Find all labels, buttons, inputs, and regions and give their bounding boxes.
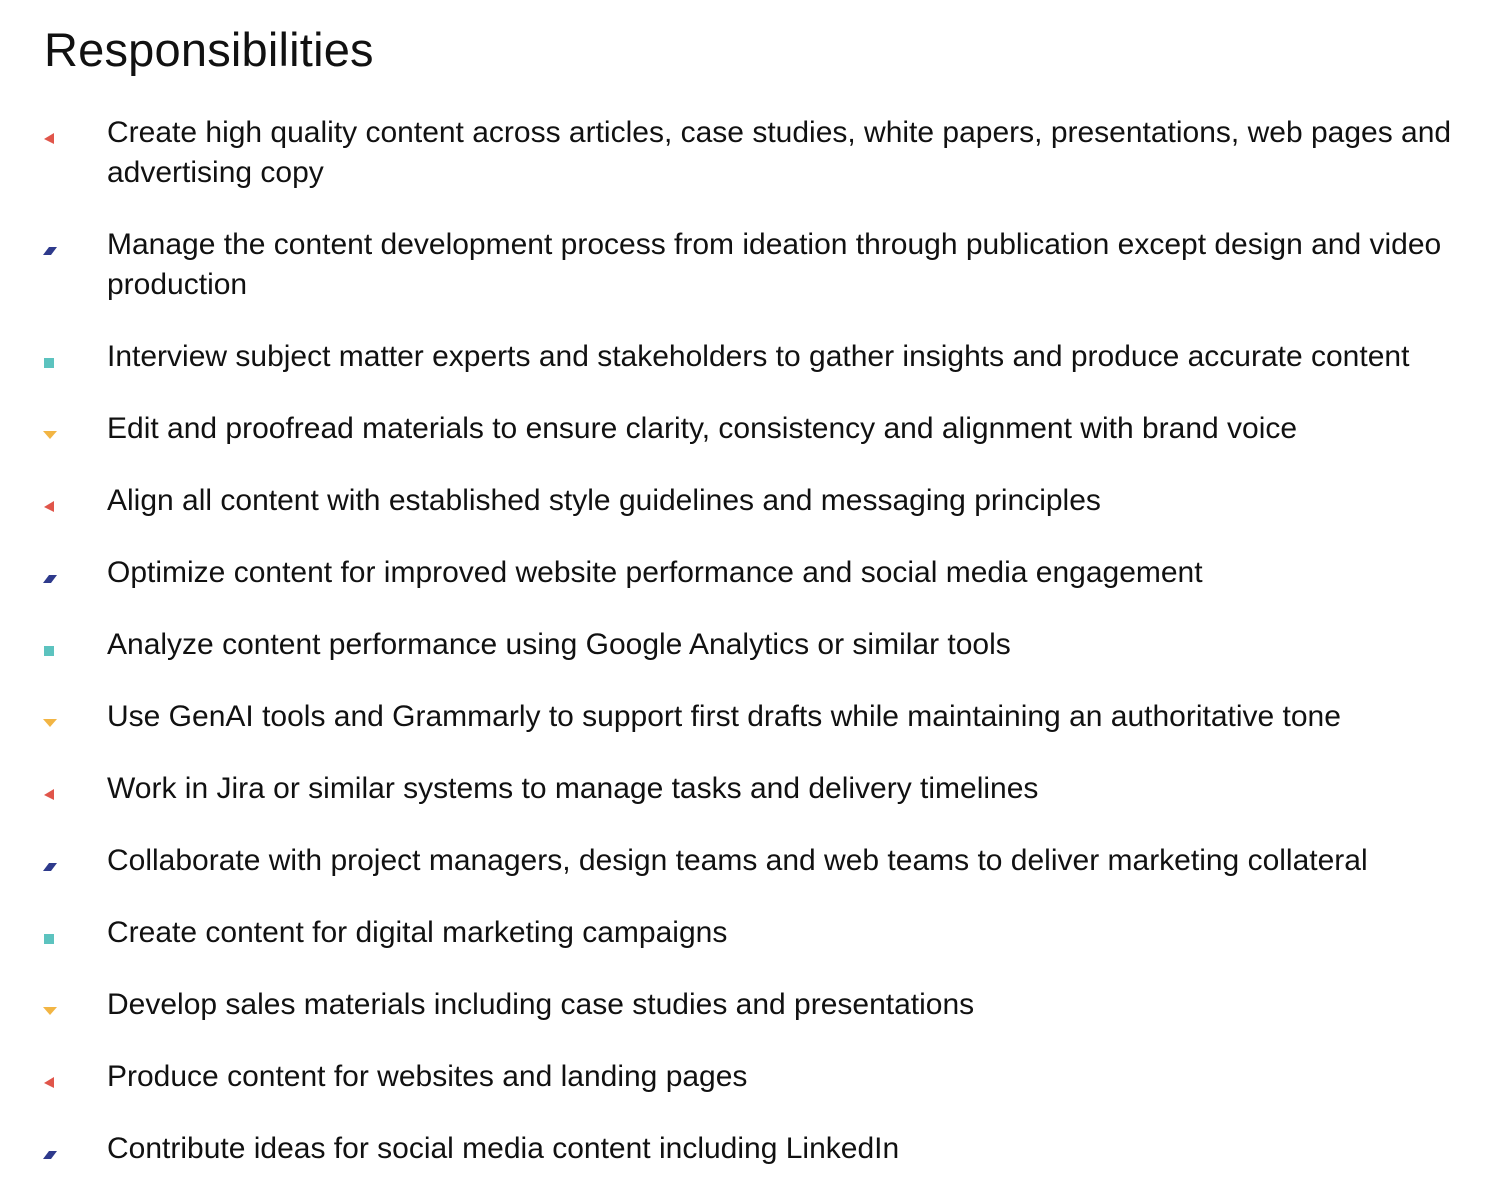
list-item [0, 769, 1500, 809]
yellow-triangle-down-icon [42, 715, 56, 729]
red-triangle-left-icon [42, 131, 56, 145]
teal-square-icon [42, 931, 56, 945]
list-item-text: Contribute ideas for social media content including LinkedIn [107, 1132, 900, 1165]
list-item [0, 409, 1500, 449]
list-item-text: Develop sales materials including case studies and presentations [107, 988, 975, 1021]
red-triangle-left-icon [42, 787, 56, 801]
list-item-text: Use GenAI tools and Grammarly to support first drafts while maintaining an authoritative tone [107, 700, 1341, 733]
list-item-text: Align all content with established style guidelines and messaging principles [107, 484, 1101, 517]
list-item-text: Create high quality content across articles, case studies, white papers, presentations, web pages and advertising copy [107, 116, 1452, 189]
teal-square-icon [42, 643, 56, 657]
red-triangle-left-icon [42, 499, 56, 513]
list-item-text: Produce content for websites and landing pages [107, 1060, 748, 1093]
list-item-text: Optimize content for improved website performance and social media engagement [107, 556, 1203, 589]
section-heading: Responsibilities [44, 23, 374, 76]
list-item [0, 225, 1500, 305]
list-item [0, 697, 1500, 737]
list-item-text: Collaborate with project managers, design teams and web teams to deliver marketing collateral [107, 844, 1368, 877]
yellow-triangle-down-icon [42, 427, 56, 441]
list-item [0, 1129, 1500, 1169]
yellow-triangle-down-icon [42, 1003, 56, 1017]
navy-slash-icon [42, 243, 56, 257]
list-item-text: Analyze content performance using Google Analytics or similar tools [107, 628, 1011, 661]
teal-square-icon [42, 355, 56, 369]
navy-slash-icon [42, 571, 56, 585]
responsibilities-list [0, 113, 1500, 1201]
list-item-text: Create content for digital marketing campaigns [107, 916, 728, 949]
list-item [0, 337, 1500, 377]
list-item [0, 985, 1500, 1025]
navy-slash-icon [42, 1147, 56, 1161]
list-item [0, 113, 1500, 193]
list-item [0, 481, 1500, 521]
list-item [0, 1057, 1500, 1097]
list-item-text: Edit and proofread materials to ensure clarity, consistency and alignment with brand voice [107, 412, 1298, 445]
list-item-text: Interview subject matter experts and stakeholders to gather insights and produce accurate content [107, 340, 1410, 373]
red-triangle-left-icon [42, 1075, 56, 1089]
list-item [0, 553, 1500, 593]
navy-slash-icon [42, 859, 56, 873]
list-item [0, 841, 1500, 881]
list-item [0, 913, 1500, 953]
list-item-text: Manage the content development process from ideation through publication except design and video production [107, 228, 1442, 301]
list-item-text: Work in Jira or similar systems to manage tasks and delivery timelines [107, 772, 1039, 805]
list-item [0, 625, 1500, 665]
